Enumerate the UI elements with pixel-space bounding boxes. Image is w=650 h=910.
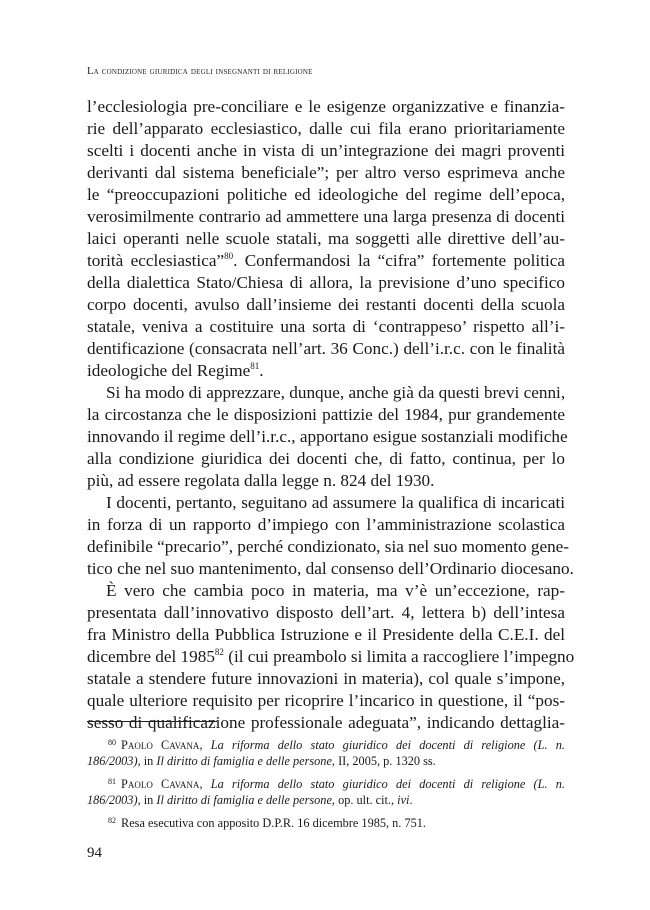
- footnote-ref: 81: [250, 361, 260, 371]
- body-line: [87, 272, 565, 294]
- line-text: derivanti dal sistema beneficiale”; per altro verso esprimeva anche: [87, 163, 565, 182]
- line-text: laici operanti nelle scuole statali, ma soggetti alle direttive dell’au-: [87, 229, 565, 248]
- body-line: [87, 404, 565, 426]
- footnote-text: , in: [137, 754, 157, 768]
- line-text: innovando il regime dell’i.r.c., apportano esigue sostanziali modifiche: [87, 427, 568, 446]
- footnote-author: Paolo Cavana: [121, 777, 200, 791]
- footnote-text: ivi: [397, 793, 410, 807]
- line-text: più, ad essere regolata dalla legge n. 824 del 1930.: [87, 471, 435, 490]
- line-text: quale ulteriore requisito per ricoprire l’incarico in questione, il “pos-: [87, 691, 565, 710]
- body-line: [87, 316, 565, 338]
- line-text: dicembre del 1985: [87, 647, 215, 666]
- page-number: 94: [87, 845, 102, 861]
- line-text: la circostanza che le disposizioni pattizie del 1984, pur grandemente: [87, 405, 565, 424]
- footnote-author: Paolo Cavana: [121, 738, 200, 752]
- body-line: [87, 514, 565, 536]
- body-text: [87, 96, 575, 734]
- line-text: corpo docenti, avulso dall’insieme dei restanti docenti della scuola: [87, 295, 565, 314]
- footnote-text: , II, 2005, p. 1320 ss.: [331, 754, 436, 768]
- line-text: . Confermandosi la “cifra” fortemente politica: [233, 251, 565, 270]
- footnote-ref: 82: [214, 647, 224, 657]
- footnote-title: La riforma dello stato giuridico dei docenti di religione (L. n.: [210, 777, 565, 791]
- body-line: [87, 712, 565, 734]
- footnote-line: [87, 791, 565, 809]
- footnote-number: 82: [108, 816, 116, 825]
- body-line: [87, 96, 565, 118]
- footnote: [87, 734, 565, 770]
- line-text: verosimilmente contrario ad ammettere una larga presenza di docenti: [87, 207, 565, 226]
- footnote-line: [87, 734, 565, 752]
- body-line: [87, 558, 574, 580]
- footnote-text: ,: [199, 777, 211, 791]
- footnote-text: ,: [199, 738, 211, 752]
- line-text: le “preoccupazioni politiche ed ideologiche del regime dell’epoca,: [87, 185, 565, 204]
- footnote: [87, 773, 565, 809]
- running-head: La condizione giuridica degli insegnanti di religione: [87, 66, 313, 77]
- body-line: [87, 580, 565, 602]
- body-line: [87, 448, 565, 470]
- footnote-number: 81: [108, 777, 116, 786]
- line-text: in forza di un rapporto d’impiego con l’amministrazione scolastica: [87, 515, 565, 534]
- footnote-line: [87, 773, 565, 791]
- line-text: Si ha modo di apprezzare, dunque, anche già da questi brevi cenni,: [106, 383, 566, 402]
- line-text: dentificazione (consacrata nell’art. 36 Conc.) dell’i.r.c. con le finalità: [87, 339, 565, 358]
- footnote-journal: Il diritto di famiglia e delle persone: [156, 793, 332, 807]
- footnotes: [87, 734, 565, 833]
- footnote-number: 80: [108, 738, 116, 747]
- footnote-title: 186/2003): [87, 754, 138, 768]
- body-line: [87, 470, 565, 492]
- line-text: torità ecclesiastica”: [87, 251, 225, 270]
- body-line: [87, 338, 565, 360]
- body-line: [87, 646, 575, 668]
- line-text: (il cui preambolo si limita a raccogliere l’impegno: [223, 647, 575, 666]
- body-line: [87, 624, 565, 646]
- body-line: [87, 140, 565, 162]
- line-text: tico che nel suo mantenimento, dal consenso dell’Ordinario diocesano.: [87, 559, 574, 578]
- line-text: statale a stendere future innovazioni in materia), col quale s’impone,: [87, 669, 565, 688]
- line-text: rie dell’apparato ecclesiastico, dalle cui fila erano prioritariamente: [87, 119, 565, 138]
- footnote-title: 186/2003): [87, 793, 138, 807]
- footnote-text: , op. ult. cit.,: [331, 793, 398, 807]
- footnote-title: La riforma dello stato giuridico dei docenti di religione (L. n.: [210, 738, 565, 752]
- body-line: [87, 162, 565, 184]
- footnote: [87, 812, 565, 830]
- body-line: [87, 206, 565, 228]
- body-line: [87, 690, 565, 712]
- line-text: della dialettica Stato/Chiesa di allora, la previsione d’uno specifico: [87, 273, 565, 292]
- footnote-text: .: [409, 793, 413, 807]
- body-line: [87, 536, 570, 558]
- body-line: [87, 250, 565, 272]
- line-text: È vero che cambia poco in materia, ma v’è un’eccezione, rap-: [106, 581, 565, 600]
- line-text: presentata dall’innovativo disposto dell’art. 4, lettera b) dell’intesa: [87, 603, 565, 622]
- body-line: [87, 426, 568, 448]
- line-text: scelti i docenti anche in vista di un’integrazione dei magri proventi: [87, 141, 565, 160]
- footnote-separator: [87, 721, 217, 722]
- footnote-line: [87, 752, 565, 770]
- body-line: [87, 492, 565, 514]
- body-line: [87, 294, 565, 316]
- line-text: .: [259, 361, 264, 380]
- body-line: [87, 602, 565, 624]
- body-line: [87, 668, 565, 690]
- line-text: ideologiche del Regime: [87, 361, 251, 380]
- line-text: alla condizione giuridica dei docenti che, di fatto, continua, per lo: [87, 449, 565, 468]
- footnote-text: Resa esecutiva con apposito D.P.R. 16 dicembre 1985, n. 751.: [121, 816, 426, 830]
- footnote-line: [87, 812, 565, 830]
- body-line: [87, 184, 565, 206]
- body-line: [87, 228, 565, 250]
- line-text: definibile “precario”, perché condizionato, sia nel suo momento gene-: [87, 537, 570, 556]
- line-text: fra Ministro della Pubblica Istruzione e il Presidente della C.E.I. del: [87, 625, 565, 644]
- footnote-text: , in: [137, 793, 157, 807]
- line-text: l’ecclesiologia pre-conciliare e le esigenze organizzative e finanzia-: [87, 97, 565, 116]
- line-text: statale, veniva a costituire una sorta di ‘contrappeso’ rispetto all’i-: [87, 317, 565, 336]
- body-line: [87, 118, 565, 140]
- body-line: [87, 360, 565, 382]
- line-text: sesso di qualificazione professionale adeguata”, indicando dettaglia-: [87, 713, 565, 732]
- footnote-journal: Il diritto di famiglia e delle persone: [156, 754, 332, 768]
- line-text: I docenti, pertanto, seguitano ad assumere la qualifica di incaricati: [106, 493, 565, 512]
- footnote-ref: 80: [224, 251, 234, 261]
- body-line: [87, 382, 565, 404]
